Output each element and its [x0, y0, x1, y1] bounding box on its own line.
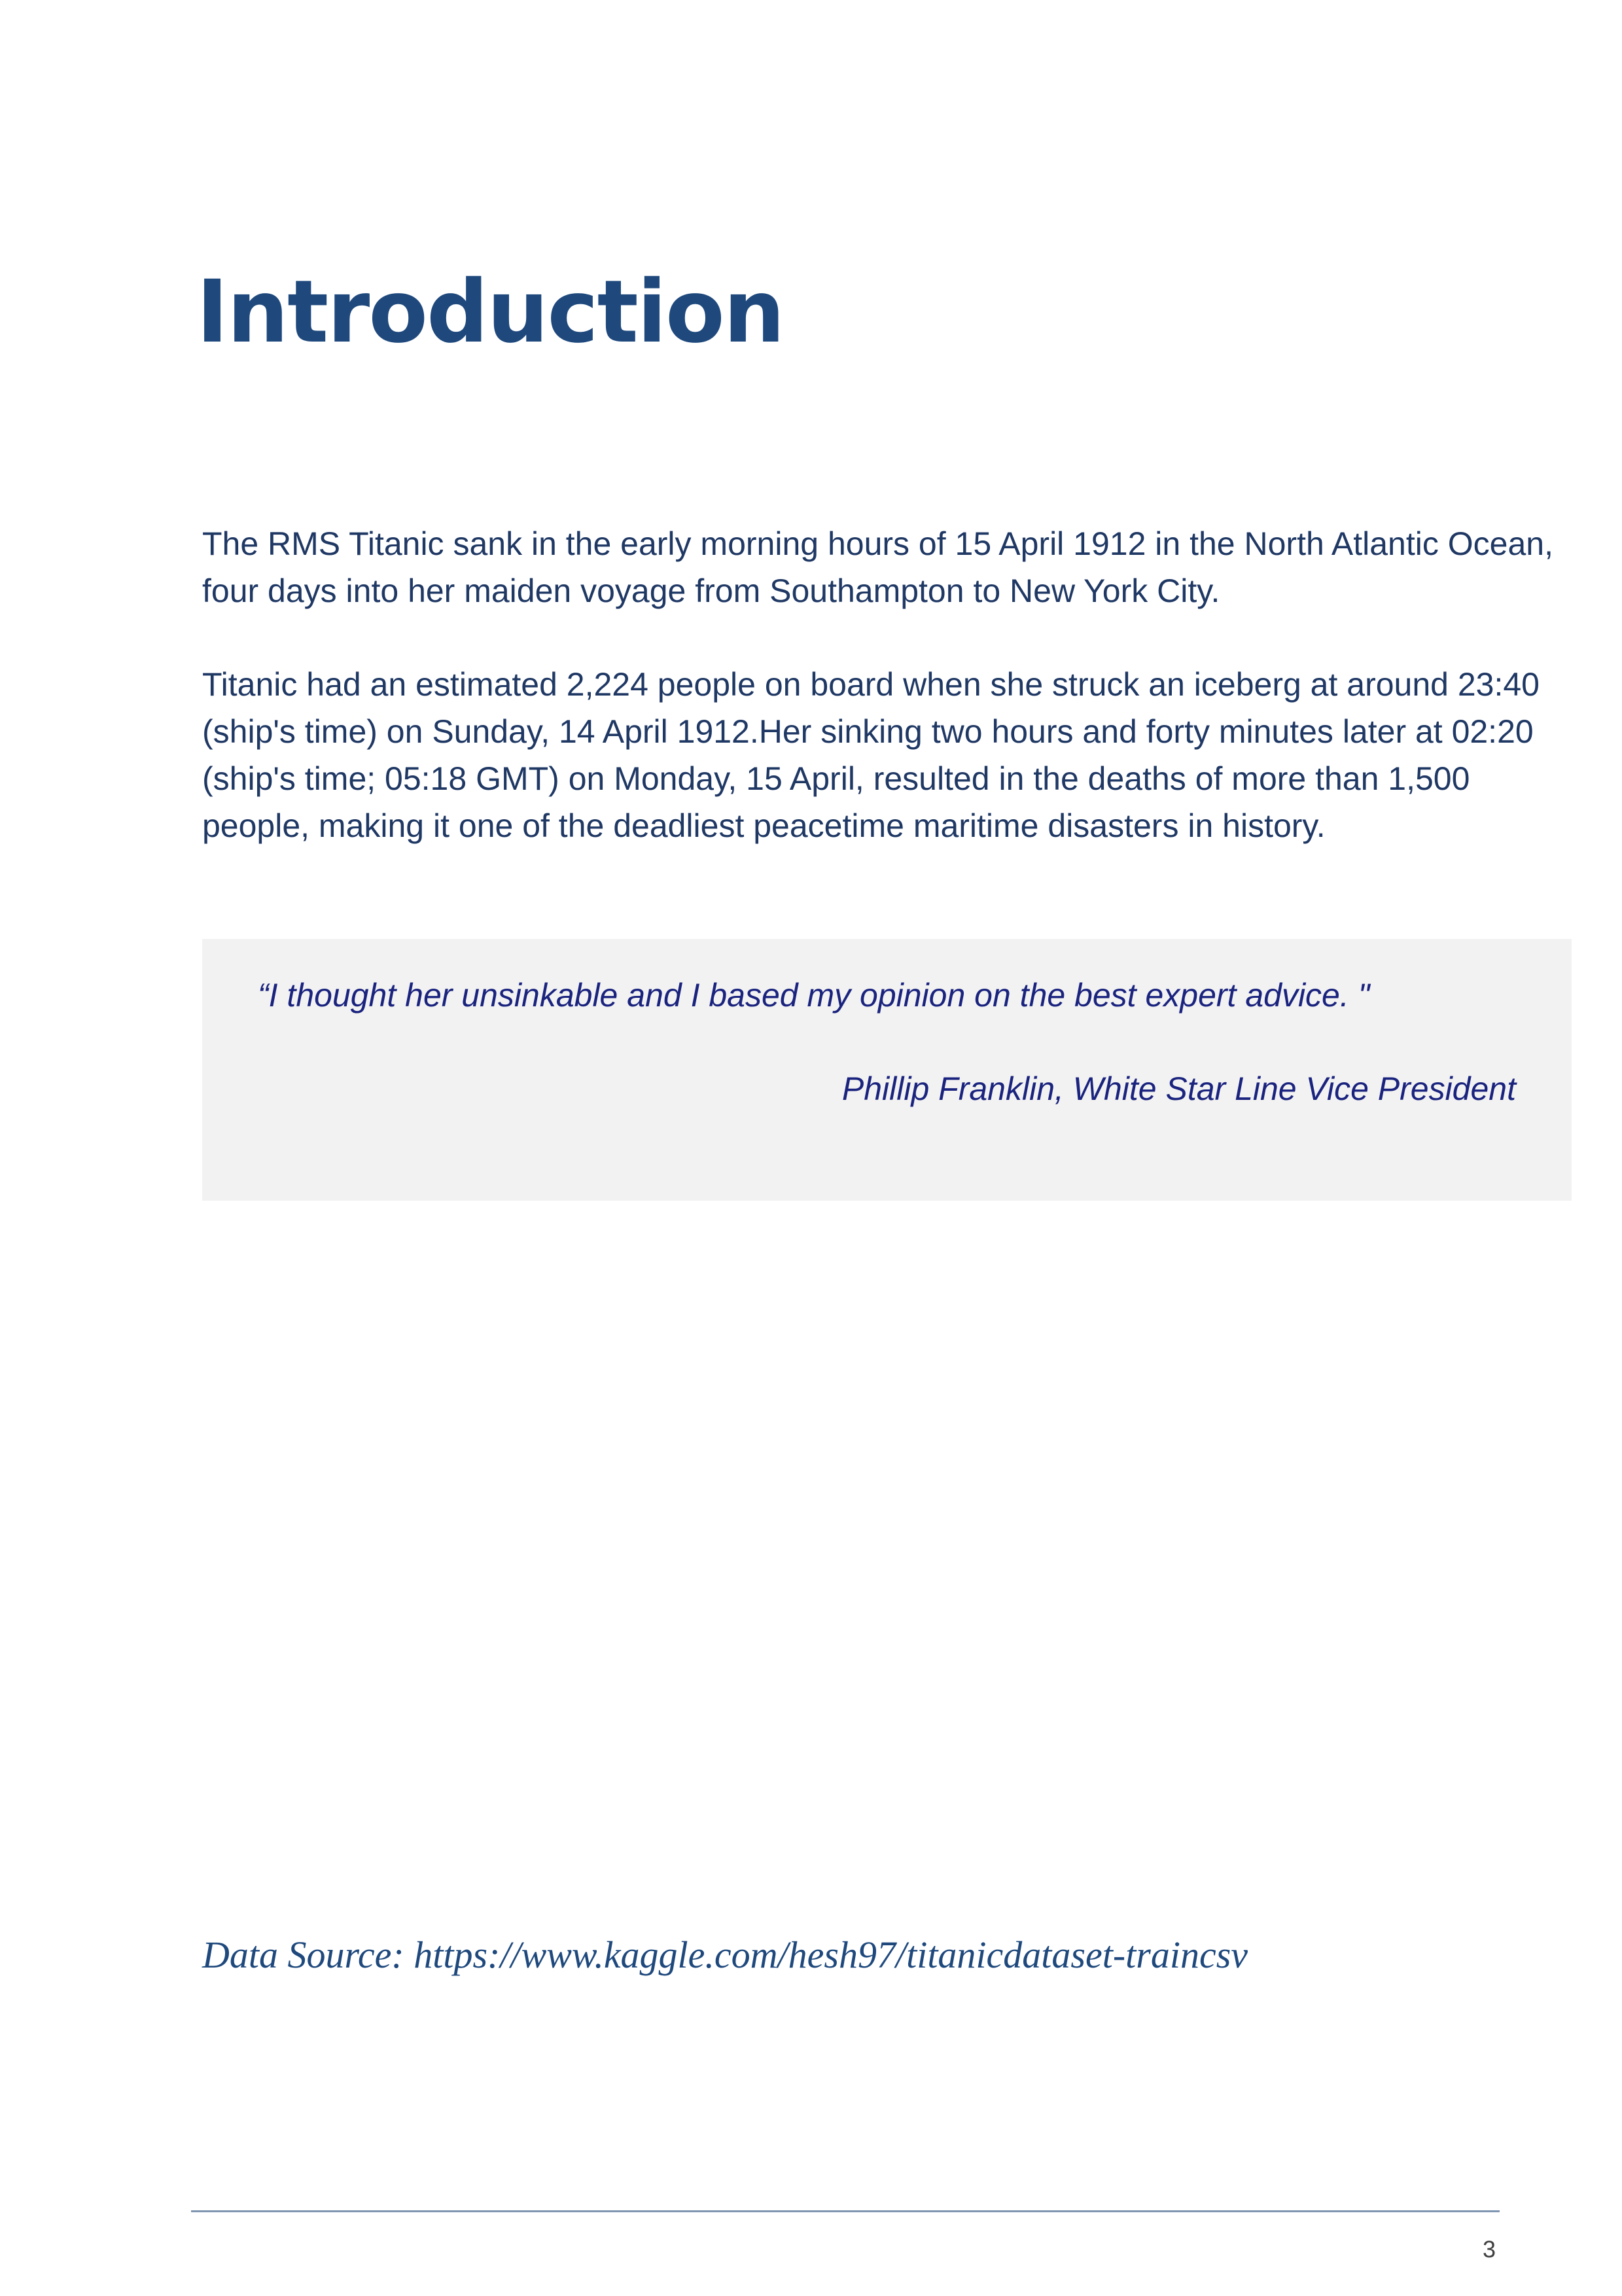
quote-attribution: Phillip Franklin, White Star Line Vice President: [841, 1070, 1516, 1107]
page-title: Introduction: [196, 262, 784, 362]
page-number: 3: [1482, 2236, 1496, 2263]
footer-divider: [191, 2210, 1500, 2212]
intro-paragraph-2: Titanic had an estimated 2,224 people on board when she struck an iceberg at around 23:40 (ship's time) on Sunday, 14 April 1912.Her sinking two hours and forty minutes later at 02:20 (ship's time; 05:18 GMT) on Monday, 15 April, resulted in the deaths of more than 1,500 people, making it one of the deadliest peacetime maritime disasters in history.: [202, 666, 1540, 844]
data-source-citation: Data Source: https://www.kaggle.com/hesh97/titanicdataset-traincsv: [202, 1934, 1248, 1976]
quote-block: [202, 939, 1572, 1201]
intro-paragraph-1: The RMS Titanic sank in the early morning hours of 15 April 1912 in the North Atlantic Ocean, four days into her maiden voyage from Southampton to New York City.: [202, 525, 1553, 609]
quote-text: “I thought her unsinkable and I based my opinion on the best expert advice. ": [258, 977, 1370, 1014]
